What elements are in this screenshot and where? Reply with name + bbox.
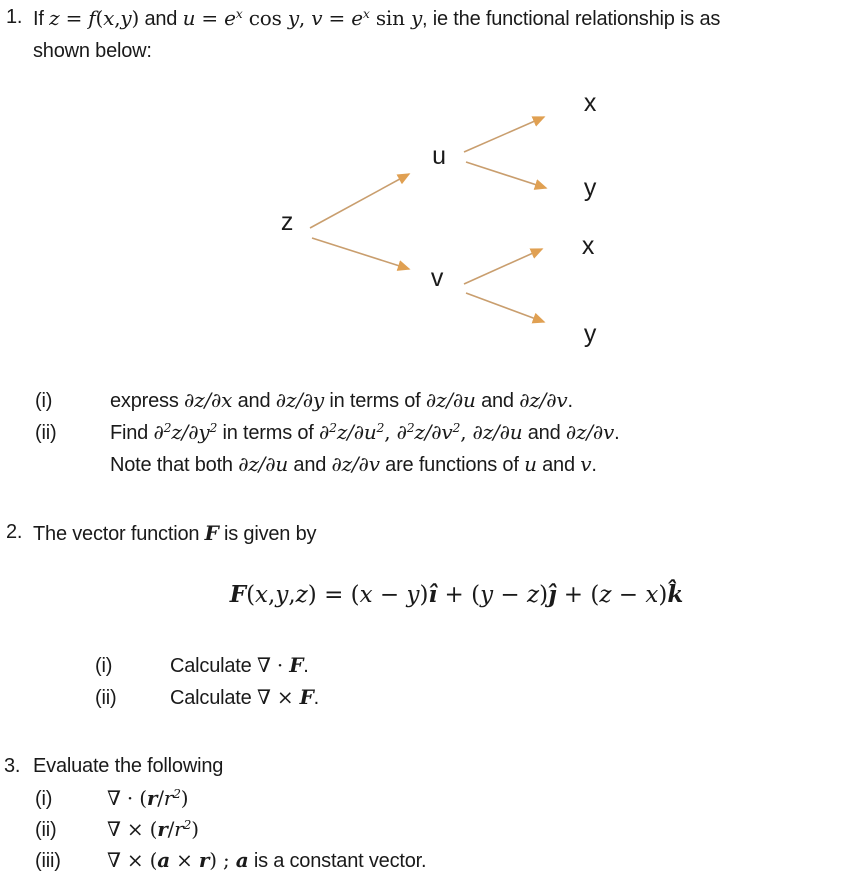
- problem2-heading: [0, 521, 847, 546]
- item-label: (i): [95, 655, 113, 677]
- item-text: Note that both ∂z/∂u and ∂z/∂v are functions of u and v.: [110, 452, 597, 476]
- problem1-note: [35, 452, 597, 477]
- item-label: (ii): [95, 687, 117, 709]
- item-label: (i): [35, 390, 53, 412]
- problem1-item-i: [35, 388, 573, 413]
- item-text: express ∂z/∂x and ∂z/∂y in terms of ∂z/∂u and ∂z/∂v.: [110, 388, 573, 412]
- arrow-v-y: [466, 293, 544, 322]
- problem2-item-ii: [95, 685, 319, 710]
- arrow-v-x: [464, 249, 542, 284]
- item-label: (ii): [35, 422, 57, 444]
- arrow-u-y: [466, 162, 546, 188]
- node-y-top: y: [583, 174, 597, 202]
- item-text: Find $\partial^2z/\partial y^2$ in terms of $\partial^2z/\partial u^2$, $\partial^2z/\partial v^2$, ∂z/∂u and ∂z/∂v.: [110, 420, 620, 444]
- node-x-bottom: x: [581, 232, 595, 260]
- arrow-z-u: [310, 174, 409, 228]
- dependency-tree-diagram: [0, 78, 847, 378]
- item-label: (ii): [35, 819, 57, 841]
- vector-function-formula: F(x,y,z) = (x − y)î + (y − z)ĵ + (z − x)k̂: [229, 581, 684, 608]
- problem2-number: 2.: [6, 521, 23, 543]
- item-text: ∇ · $(r/r^2)$: [107, 786, 189, 810]
- problem1-intro: [0, 6, 847, 62]
- arrow-u-x: [464, 117, 544, 152]
- item-text: ∇ × $(r/r^2)$: [107, 817, 199, 841]
- node-u: u: [432, 142, 446, 170]
- item-label: (i): [35, 788, 53, 810]
- node-x-top: x: [583, 89, 597, 117]
- node-z: z: [280, 208, 294, 236]
- problem3-item-ii: [35, 817, 199, 842]
- problem2-heading-text: The vector function F is given by: [33, 521, 317, 545]
- problem3-number: 3.: [4, 755, 21, 777]
- problem3-item-iii: [35, 848, 426, 873]
- problem1-line2: shown below:: [33, 40, 152, 62]
- problem3-heading-text: Evaluate the following: [33, 755, 224, 777]
- item-text: Calculate ∇ × F.: [170, 685, 319, 709]
- node-y-bottom: y: [583, 320, 597, 348]
- problem1-item-ii: [35, 420, 620, 445]
- problem3-item-i: [35, 786, 188, 811]
- item-text: ∇ × (a × r) ; a is a constant vector.: [107, 848, 427, 872]
- problem2-item-i: [95, 653, 309, 678]
- node-v: v: [430, 264, 444, 292]
- problem1-line1: If z = f(x,y) and $u = e^x$ cos y, $v = e^x$ sin y, ie the functional relationship is as: [33, 6, 721, 30]
- item-text: Calculate ∇ · F.: [170, 653, 309, 677]
- problem1-number: 1.: [6, 6, 23, 28]
- item-label: (iii): [35, 850, 61, 872]
- arrow-z-v: [312, 238, 409, 269]
- problem3-heading: [0, 755, 847, 778]
